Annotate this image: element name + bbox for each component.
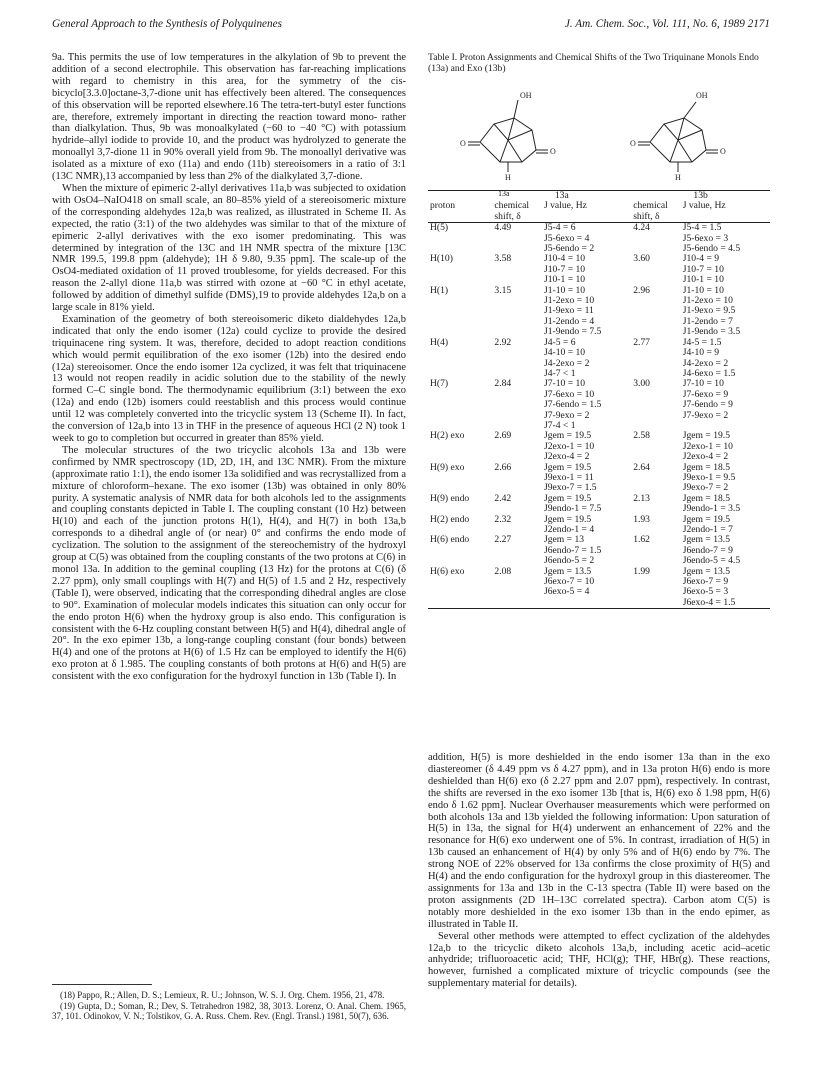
- header-title: General Approach to the Synthesis of Polyquinenes: [52, 18, 282, 30]
- j-value: Jgem = 19.5: [682, 513, 730, 525]
- shift-cell: 2.32: [494, 513, 512, 525]
- j-value: Jgem = 18.5: [682, 492, 730, 504]
- table-caption: Table I. Proton Assignments and Chemical Shifts of the Two Triquinane Monols Endo (13a) and Exo (13b): [428, 52, 759, 74]
- j-values-cell: [542, 494, 631, 515]
- col-proton: proton: [430, 200, 456, 212]
- shift-cell: 4.49: [494, 222, 512, 234]
- j-values-cell: [542, 286, 631, 338]
- table-row: [428, 494, 770, 515]
- j-value: J9exo-7 = 2: [682, 482, 729, 494]
- oh-label: OH: [520, 91, 532, 100]
- proton-cell: H(1): [430, 284, 449, 296]
- table-row: [428, 223, 770, 255]
- table-row: [428, 254, 770, 285]
- j-values-cell: [681, 515, 770, 536]
- structure-13a: [468, 100, 548, 172]
- j-value: J1-2exo = 10: [543, 295, 595, 307]
- table-compound-13a: 13a: [554, 190, 569, 201]
- j-value: J6endo-5 = 2: [543, 555, 595, 567]
- j-value: Jgem = 13.5: [682, 534, 730, 546]
- shift-cell: 2.69: [494, 430, 512, 442]
- shift-cell: 2.13: [633, 492, 650, 504]
- j-value: J1-2endo = 4: [543, 315, 595, 327]
- shift-cell: 1.62: [633, 534, 650, 546]
- table-bottom-rule: [428, 608, 770, 609]
- j-value: J7-6endo = 1.5: [543, 399, 602, 411]
- j-value: Jgem = 19.5: [543, 430, 592, 442]
- j-value: J6endo-5 = 4.5: [682, 555, 741, 567]
- j-values-cell: [542, 254, 631, 285]
- table-row: [428, 431, 770, 462]
- j-value: J6exo-4 = 1.5: [682, 596, 736, 608]
- j-value: J7-6endo = 9: [682, 399, 733, 411]
- j-values-cell: [681, 535, 770, 566]
- shift-cell: 2.42: [494, 492, 512, 504]
- shift-cell: 2.27: [494, 534, 512, 546]
- j-value: J10-7 = 10: [682, 263, 724, 275]
- o-label: O: [720, 147, 726, 156]
- j-value: J7-10 = 10: [682, 378, 724, 390]
- shift-cell: 2.66: [494, 461, 512, 473]
- j-value: J6exo-5 = 4: [543, 586, 590, 598]
- j-value: J1-2exo = 10: [682, 295, 733, 307]
- shift-cell: 2.96: [633, 284, 650, 296]
- shift-cell: 2.64: [633, 461, 650, 473]
- table-row: [428, 379, 770, 431]
- paragraph: Examination of the geometry of both stereoisomeric diketo dialdehydes 12a,b indicated that only the endo isomer (12a) could cyclize to provide the desired triquinacene ring system. It was, therefore, decided to adopt reaction conditions which would permit equilibration of the exo isomer (12b) into the desired endo (12a) stereoisomer. Once the endo isomer 12a cyclized, it was felt that triquinacene 13 would not reopen readily in acidic solution due to the stability of the newly formed C–C single bond. The thermodynamic equilibrium (3:1) between the exo (12a) and endo (12b) isomers could reestablish and this process would continue until 12 was completely converted into the tricyclic system 13 (Scheme II). In fact, the conversion of 12a,b into 13 in THF in the presence of aqueous HCl (2 N) took 1 week to go to completion but occurred in greater than 85% yield.: [52, 313, 406, 444]
- j-value: J9exo-1 = 9.5: [682, 471, 736, 483]
- j-value: J6exo-7 = 10: [543, 576, 595, 588]
- j-value: J10-7 = 10: [543, 263, 586, 275]
- j-value: J4-2exo = 2: [682, 357, 729, 369]
- shift-cell: 1.99: [633, 565, 650, 577]
- j-value: J4-5 = 6: [543, 336, 576, 348]
- table-body: [428, 223, 770, 609]
- table-row: [428, 286, 770, 338]
- j-value: Jgem = 18.5: [682, 461, 730, 473]
- j-value: J10-4 = 10: [543, 253, 586, 265]
- j-values-cell: [681, 431, 770, 462]
- j-value: J1-9exo = 9.5: [682, 305, 736, 317]
- left-column: [52, 52, 406, 683]
- j-value: J7-4 < 1: [543, 419, 576, 431]
- paragraph: When the mixture of epimeric 2-allyl derivatives 11a,b was subjected to oxidation with OsO4–NaIO418 on small scale, an 80–85% yield of a stereoisomeric mixture of the corresponding aldehydes 12a,b was realized, as illustrated in Scheme II. As expected, the ratio (3:1) of the two aldehydes was similar to that of the mixture of epimeric 2-allyl derivatives with the exo isomer predominating. This was determined by integration of the 13C and 1H NMR spectra of the mixture [13C NMR 199.5, 199.8 ppm (aldehyde); 1H δ 9.80, 9.35 ppm]. The scale-up of the OsO4-mediated oxidation of 11 proved troublesome, for yields decreased. For this reason the 2-allyl dione 11a,b was stirred with ozone at −60 °C in ethyl acetate, followed by addition of dimethyl sulfide (DMS),19 to provide aldehydes 12a,b on a large scale in 81% yield.: [52, 182, 406, 314]
- o-label: O: [550, 147, 556, 156]
- j-value: J1-9exo = 11: [543, 305, 594, 317]
- paragraph: 9a. This permits the use of low temperatures in the alkylation of 9b to prevent the addition of a second electrophile. This observation has far-reaching implications with regard to chemistry in this area, for the symmetry of the cis-bicyclo[3.3.0]octane-3,7-dione unit has effectively been altered. The consequences of this observation will be reported elsewhere.16 The tetra-tert-butyl ester functions are, therefore, extremely important in directing the reaction toward mono- rather than dialkylation. Thus, 9b was monoalkylated (−60 to −40 °C) with potassium hydride–allyl iodide to provide 10, and the product was hydrolyzed to generate the monoallyl 3,7-dione 11 in 90% overall yield from 9b. The monoallyl derivative was isolated as a mixture of exo (11a) and endo (11b) stereoisomers in a ratio of 3:1 (13C NMR),13 accompanied by less than 2% of the dialkylated 3,7-dione.: [52, 52, 406, 183]
- footnote: (18) Pappo, R.; Allen, D. S.; Lemieux, R. U.; Johnson, W. S. J. Org. Chem. 1956, 21, 478.: [60, 990, 385, 1000]
- j-value: J5-6exo = 4: [543, 232, 590, 244]
- table-row: [428, 463, 770, 494]
- j-value: Jgem = 13.5: [682, 565, 730, 577]
- col-shift-b: chemical shift, δ: [633, 200, 668, 222]
- proton-cell: H(9) endo: [430, 492, 470, 504]
- j-value: J2exo-1 = 10: [543, 440, 595, 452]
- table-row: [428, 338, 770, 380]
- table-compound-13b: 13b: [693, 190, 708, 201]
- j-value: J4-7 < 1: [543, 367, 576, 379]
- j-value: Jgem = 13: [543, 534, 585, 546]
- o-label: O: [630, 139, 636, 148]
- j-value: J10-4 = 9: [682, 253, 720, 265]
- proton-cell: H(9) exo: [430, 461, 465, 473]
- j-values-cell: [681, 567, 770, 609]
- j-value: Jgem = 19.5: [543, 461, 592, 473]
- footnote: (19) Gupta, D.; Soman, R.; Dev, S. Tetrahedron 1982, 38, 3013. Lorenz, O. Anal. Chem. 1965, 37, 101. Odinokov, V. N.; Tolstikov, G. A. Russ. Chem. Rev. (Engl. Transl.) 1981, 50(7), 636.: [52, 1000, 406, 1021]
- j-value: J2endo-1 = 4: [543, 524, 595, 535]
- j-values-cell: [542, 223, 631, 255]
- j-value: J10-1 = 10: [682, 274, 724, 286]
- shift-cell: 2.84: [494, 378, 512, 390]
- proton-cell: H(5): [430, 222, 449, 234]
- proton-cell: H(7): [430, 378, 449, 390]
- j-value: J4-6exo = 1.5: [682, 367, 736, 379]
- j-value: Jgem = 19.5: [543, 492, 592, 504]
- h-label: H: [675, 173, 681, 182]
- j-value: J4-10 = 9: [682, 347, 720, 359]
- j-value: J5-6endo = 2: [543, 243, 595, 255]
- j-value: J7-6exo = 10: [543, 388, 595, 400]
- footnote-rule: [52, 984, 152, 985]
- j-value: J5-4 = 1.5: [682, 222, 722, 234]
- proton-cell: H(10): [430, 253, 453, 265]
- j-value: J7-9exo = 2: [543, 409, 590, 421]
- col-j-b: J value, Hz: [682, 200, 726, 212]
- j-value: Jgem = 19.5: [543, 513, 592, 525]
- j-value: J4-5 = 1.5: [682, 336, 722, 348]
- j-value: J1-10 = 10: [543, 284, 586, 296]
- j-values-cell: [542, 567, 631, 609]
- j-value: J7-6exo = 9: [682, 388, 729, 400]
- j-value: J9exo-7 = 1.5: [543, 482, 597, 494]
- j-value: J6endo-7 = 9: [682, 544, 733, 556]
- col-j-a: J value, Hz: [543, 200, 587, 212]
- shift-cell: 2.58: [633, 430, 650, 442]
- shift-cell: 4.24: [633, 222, 650, 234]
- paragraph: Several other methods were attempted to effect cyclization of the aldehydes 12a,b to the tricyclic diketo alcohols 13a,b, including acetic acid–acetic anhydride; trifluoroacetic acid; THF, HCl(g); THF, HBr(g). These reactions, however, furnished a complicated mixture of tricyclic compounds (see the supplementary material for details).: [428, 930, 770, 990]
- j-values-cell: [542, 515, 631, 536]
- proton-cell: H(6) exo: [430, 565, 465, 577]
- j-value: J9endo-1 = 3.5: [682, 503, 741, 515]
- j-values-cell: [542, 338, 631, 380]
- footnotes: [52, 990, 406, 1022]
- paragraph: addition, H(5) is more deshielded in the endo isomer 13a than in the exo diastereomer (δ 4.49 ppm vs δ 4.27 ppm), and in 13a proton H(6) endo is more deshielded than H(6) exo (δ 2.27 ppm and 2.07 ppm), respectively. In contrast, the shifts are reversed in the exo isomer 13b [that is, H(6) exo δ 1.98 ppm, H(6) endo δ 1.62 ppm]. Nuclear Overhauser measurements which were performed on both alcohols 13a and 13b yielded the following information: Upon saturation of H(5) in 13a, the signal for H(4) underwent an enhancement of 22% and the resonance for H(6) exo underwent one of 5%. In contrast, irradiation of H(5) in 13b caused an enhancement of H(4) by only 5% and of H(6) endo by 7%. The strong NOE of 22% observed for 13a confirms the close proximity of H(5) and H(4) and the endo configuration for the hydroxyl group in this diastereomer. The assignments for 13a and 13b in the C-13 spectra (Table II) were based on the proton assignments (2D 1H–13C correlated spectra). Carbon atom C(5) is notably more deshielded in the exo isomer 13b than in the endo epimer, as illustrated in Table II.: [428, 752, 770, 930]
- oh-label: OH: [696, 91, 708, 100]
- j-value: J6endo-7 = 1.5: [543, 544, 602, 556]
- paragraph: The molecular structures of the two tricyclic alcohols 13a and 13b were confirmed by NMR spectroscopy (1D, 2D, 1H, and 13C NMR). From the mixture (approximate ratio 1:1), the endo isomer 13a solidified and was recrystallized from a mixture of chloroform–hexane. The exo isomer (13b) was obtained in only 80% purity. A systematic analysis of NMR data for both alcohols led to the assignments and coupling constants depicted in Table I. The coupling constant (10 Hz) between H(10) and each of the junction protons H(1), H(4), and H(7) in both 13a,b corresponds to a dihedral angle of (or near) 0° and confirms the endo mode of cyclization. The solution to the assignment of the stereochemistry of the hydroxyl group at C(5) was obtained from the coupling constants of the two protons at C(6) in monol 13a. In addition to the geminal coupling (13 Hz) for the protons at C(6) (δ 2.27 ppm), only small couplings with H(7) and H(5) of 1.5 and 2 Hz, respectively (Table I), were observed, indicating that the corresponding dihedral angles are close to 90°. Examination of molecular models indicates this situation can only occur for the endo proton H(6) when the hydroxy group is also endo. This configuration is consistent with the 6-Hz coupling constant between H(5) and H(4), dihedral angle of 20°. In the exo epimer 13b, a long-range coupling constant (four bonds) between H(4) and one of the protons at H(6) of 1.5 Hz can be employed to identify the H(6) exo proton at δ 1.985. The coupling constants of both protons at H(6) and H(5) are consistent with the exo configuration for the hydroxyl function in 13b (Table I). In: [52, 444, 406, 683]
- j-value: J9exo-1 = 11: [543, 471, 594, 483]
- j-values-cell: [681, 254, 770, 285]
- j-values-cell: [681, 338, 770, 380]
- j-value: J4-2exo = 2: [543, 357, 590, 369]
- j-values-cell: [542, 379, 631, 431]
- j-value: J7-9exo = 2: [682, 409, 729, 421]
- running-header: [52, 18, 770, 34]
- j-value: J5-6exo = 3: [682, 232, 729, 244]
- table-row: [428, 515, 770, 536]
- shift-cell: 3.58: [494, 253, 512, 265]
- j-values-cell: [542, 463, 631, 494]
- table-row: [428, 535, 770, 566]
- j-values-cell: [681, 463, 770, 494]
- structure-label-13a: 13a: [498, 189, 510, 198]
- shift-cell: 3.00: [633, 378, 650, 390]
- j-value: J5-4 = 6: [543, 222, 576, 234]
- header-citation: J. Am. Chem. Soc., Vol. 111, No. 6, 1989 2171: [564, 18, 770, 30]
- j-values-cell: [681, 379, 770, 431]
- shift-cell: 1.93: [633, 513, 650, 525]
- col-shift-a: chemical shift, δ: [494, 200, 530, 222]
- j-value: J7-10 = 10: [543, 378, 586, 390]
- j-value: J1-2endo = 7: [682, 315, 733, 327]
- o-label: O: [460, 139, 466, 148]
- right-column-text: [428, 752, 770, 990]
- j-values-cell: [681, 223, 770, 255]
- j-value: J2exo-4 = 2: [543, 451, 590, 463]
- table-row: [428, 567, 770, 609]
- shift-cell: 2.77: [633, 336, 650, 348]
- j-value: Jgem = 19.5: [682, 430, 730, 442]
- j-value: J1-10 = 10: [682, 284, 724, 296]
- proton-cell: H(6) endo: [430, 534, 470, 546]
- proton-cell: H(2) exo: [430, 430, 465, 442]
- j-value: J4-10 = 10: [543, 347, 586, 359]
- proton-cell: H(4): [430, 336, 449, 348]
- proton-cell: H(2) endo: [430, 513, 470, 525]
- j-values-cell: [681, 286, 770, 338]
- shift-cell: 2.92: [494, 336, 512, 348]
- nmr-table: [428, 190, 770, 609]
- j-value: J5-6endo = 4.5: [682, 243, 741, 255]
- h-label: H: [505, 173, 511, 182]
- j-value: J2exo-1 = 10: [682, 440, 733, 452]
- j-value: Jgem = 13.5: [543, 565, 592, 577]
- j-value: J2endo-1 = 7: [682, 524, 733, 535]
- j-value: J10-1 = 10: [543, 274, 586, 286]
- j-values-cell: [542, 535, 631, 566]
- structure-13b: [638, 102, 718, 172]
- j-value: J6exo-7 = 9: [682, 576, 729, 588]
- shift-cell: 2.08: [494, 565, 512, 577]
- j-value: J1-9endo = 7.5: [543, 326, 602, 338]
- shift-cell: 3.60: [633, 253, 650, 265]
- j-value: J6exo-5 = 3: [682, 586, 729, 598]
- j-value: J9endo-1 = 7.5: [543, 503, 602, 515]
- j-values-cell: [681, 494, 770, 515]
- j-values-cell: [542, 431, 631, 462]
- j-value: J2exo-4 = 2: [682, 451, 729, 463]
- j-value: J1-9endo = 3.5: [682, 326, 741, 338]
- shift-cell: 3.15: [494, 284, 512, 296]
